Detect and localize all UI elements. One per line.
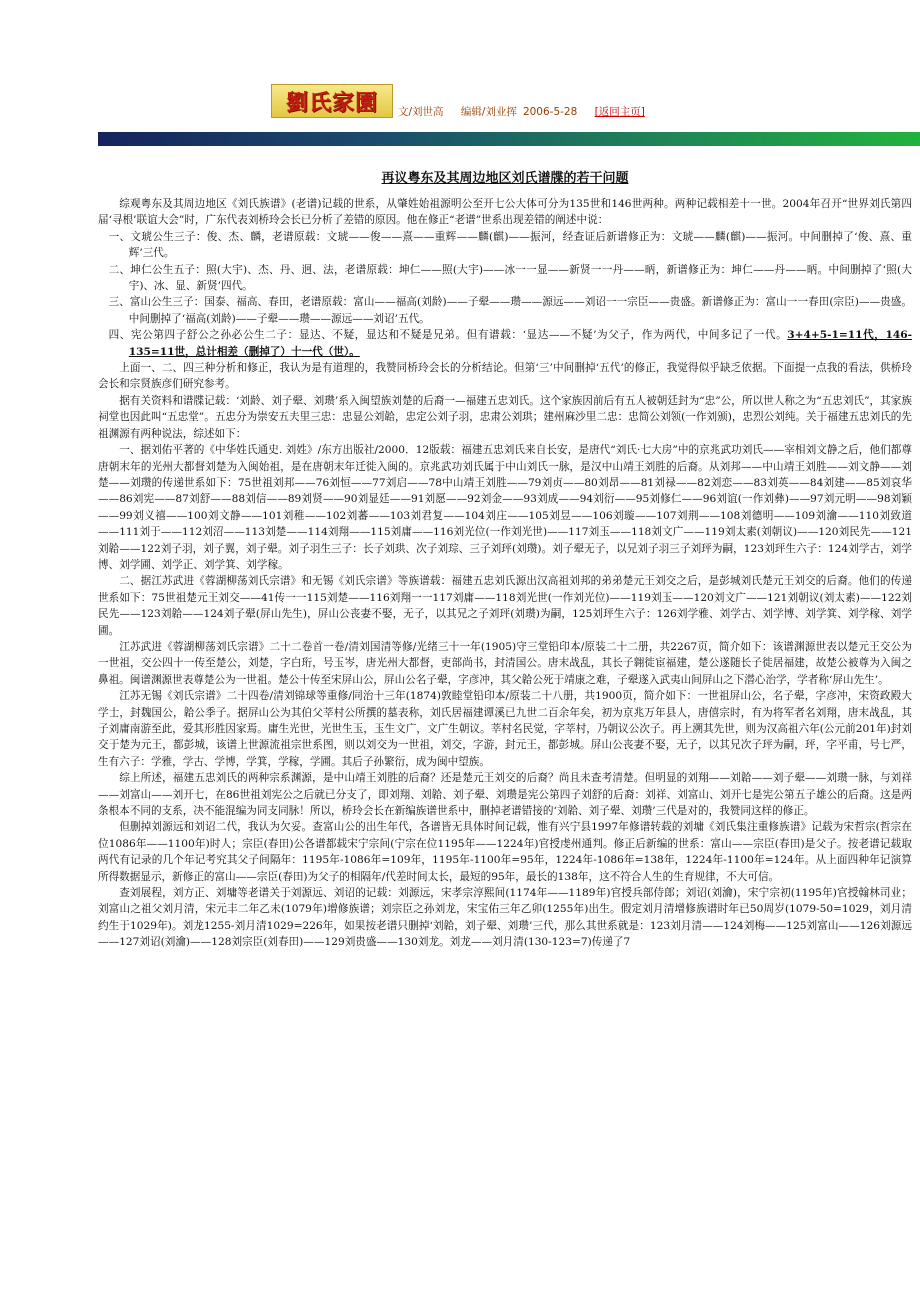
paragraph: 二、据江苏武进《蓉湖柳荡刘氏宗谱》和无锡《刘氏宗谱》等族谱载：福建五忠刘氏源出汉高祖刘邦的弟弟楚元王刘交之后，是彭城刘氏楚元王刘交的后裔。他们的传递世系如下：75世祖楚元王刘交——41传一一115刘楚——116刘翔一一117刘庸——118刘光世(一作刘光位)——119刘玉——120刘文广——121刘朝议(刘太素)——122刘民先——123刘韐——124刘子翚(屏山先生)，屏山公丧妻不娶，无子，以其兄之子刘玶(刘瓒)为嗣，125刘玶生六子：126刘学雅、刘学古、刘学博、刘学箕、刘学稼、刘学圃。 [98, 575, 912, 637]
list-item-text: 四、宪公第四子舒公之孙必公生二子：显达、不疑，显达和不疑是兄弟。但有谱载：‘显达——不疑’为父子，作为两代，中间多记了一代。 [108, 329, 788, 342]
list-item: 一、文琥公生三子：俊、杰、麟，老谱原载：文琥——俊——熹——重辉——麟(麒)——振河，经查证后新谱修正为：文琥——麟(麒)——振河。中间删掉了‘俊、熹、重辉’三代。 [108, 230, 912, 260]
site-logo[interactable]: 劉氏家園 [271, 84, 393, 118]
author-label: 文/刘世高 [398, 106, 444, 118]
paragraph: 据有关资料和谱牒记载：‘刘龄、刘子翚、刘瓒’系入闽望族刘楚的后裔一—福建五忠刘氏。这个家族因前后有五人被朝廷封为“忠”公，所以世人称之为“五忠刘氏”，其家族祠堂也因此叫“五忠堂”。五忠分为崇安五夫里三忠：忠显公刘韐，忠定公刘子羽，忠肃公刘珙；建州麻沙里二忠：忠简公刘领(一作刘颁)，忠烈公刘纯。关于福建五忠刘氏的先祖渊源有两种说法，综述如下： [98, 394, 912, 440]
list-item: 二、坤仁公生五子：照(大宇)、杰、丹、迥、法，老谱原载：坤仁——照(大宇)——冰一一显——新贤一一丹——昞，新谱修正为：坤仁——丹——昞。中间删掉了‘照(大宇)、冰、显、新贤’四代。 [108, 263, 912, 293]
article-body [98, 170, 912, 951]
editor-label: 编辑/刘业挥 [460, 106, 517, 118]
list-item: 三、富山公生三子：国泰、福高、春田，老谱原载：富山——福高(刘龄)——子翚——瓒——源远——刘诏一一宗臣——贵盛。新谱修正为：富山一一春田(宗臣)——贵盛。中间删掉了‘福高(刘龄)——子翚——瓒——源远——刘诏’五代。 [108, 296, 912, 325]
list-item [98, 327, 912, 360]
article-title: 再议粤东及其周边地区刘氏谱牒的若干问题 [381, 171, 629, 186]
date-label: 2006-5-28 [522, 106, 578, 118]
paragraph: 一、据刘佑平著的《中华姓氏通史. 刘姓》/东方出版社/2000．12版载：福建五忠刘氏来自长安，是唐代“刘氏·七大房”中的京兆武功刘氏——宰相刘文静之后，他们都尊唐朝末年的光州大都督刘楚为入闽始祖，是在唐朝末年迁徙入闽的。京兆武功刘氏属于中山刘氏一脉，是汉中山靖王刘胜的后裔。从刘邦——中山靖王刘胜——刘文静——刘楚——刘瓒的传递世系如下：75世祖刘邦——76刘恒——77刘启——78中山靖王刘胜——79刘贞——80刘昂——81刘禄——82刘恋——83刘英——84刘建——85刘哀华——86刘宪——87刘舒——88刘信——89刘贤——90刘显廷——91刘愿——92刘金——93刘成——94刘衍——95刘修仁——96刘谊(一作刘彝)——97刘元明——98刘颖——99刘义禧——100刘文静——101刘稚——102刘蕃——103刘君复——104刘庄——105刘昱——106刘璇——107刘荆——108刘德明——109刘瀹——110刘致道——111刘于——112刘沼——113刘楚——114刘翔——115刘庸——116刘光位(一作刘光世)——117刘玉——118刘文广——119刘太素(刘朝议)——120刘民先——121刘韐——122刘子羽，刘子翼，刘子翚。刘子羽生三子：长子刘珙、次子刘琮、三子刘玶(刘瓒)。刘子翚无子，以兄刘子羽三子刘玶为嗣，123刘玶生六子：124刘学古，刘学博、刘学圃、刘学正、刘学箕、刘学稼。 [98, 444, 912, 571]
editor-date [461, 106, 577, 118]
paragraph: 但删掉刘源远和刘诏二代，我认为欠妥。查富山公的出生年代，各谱皆无具体时间记载，惟有兴宁县1997年修谱转载的刘墉《刘氏集注重修族谱》记载为宋哲宗(哲宗在位1086年——1100年)时人；宗臣(春田)公各谱都载宋宁宗间(宁宗在位1195年——1224年)官授虔州通判。修正后新编的世系：富山——宗臣(春田)是父子。按老谱记载取两代有记录的几个年记考究其父子间隔年：1195年-1086年=109年，1195年-1100年=95年，1224年-1086年=138年，1224年-1100年=124年。从上面四种年记演算所得数据显示，新修正的富山——宗臣(春田)为父子的相隔年/代差时间太长，最短的95年，最长的138年，这不符合人生的生育规律，不大可信。 [98, 821, 912, 883]
paragraph: 综上所述，福建五忠刘氏的两种宗系渊源，是中山靖王刘胜的后裔？还是楚元王刘交的后裔？尚且未查考清楚。但明显的刘翔——刘韐——刘子翚——刘瓒一脉，与刘祥——刘富山——刘开七，在86世祖刘宪公之后就已分支了，即刘翔、刘韐、刘子翚、刘瓒是宪公第四子刘舒的后裔：刘祥、刘富山、刘开七是宪公第五子雄公的后裔。这是两条根本不同的支系，决不能混编为同支同脉！所以，桥玲会长在新编族谱世系中，删掉老谱错接的‘刘韐、刘子翚、刘瓒’三代是对的，我赞同这样的修正。 [98, 772, 912, 818]
paragraph: 江苏武进《蓉湖柳荡刘氏宗谱》二十二卷首一卷/清刘国清等修/光绪三十一年(1905)守三堂铅印本/原装二十二册，共2267页，简介如下：该谱渊源世表以楚元王交公为一世祖，交公四十一传至楚公，刘楚，字白珩，号玉岑，唐光州大都督，吏部尚书，封清国公。唐末战乱，其长子翱徙宦福建，楚公遂随长子徙居福建，故楚公被尊为入闽之鼻祖。闽谱渊源世表尊楚公为一世祖。楚公十传至宋屏山公，屏山公名子翚，字彦冲，其父韐公死于靖康之难，子翚遂入武夷山间屏山之下潜心治学，学者称‘屏山先生’。 [98, 640, 912, 686]
header [0, 82, 920, 122]
paragraph: 上面一、二、四三种分析和修正，我认为是有道理的，我赞同桥玲会长的分析结论。但第‘三’中间删掉‘五代’的修正，我觉得似乎缺乏依据。下面提一点我的看法，供桥玲会长和宗贤族彦们研究参考。 [98, 362, 912, 391]
highlight-summary: 3+4+5-1=11代，146-135=11世，总计相差（删掉了）十一代（世）。 [128, 329, 913, 358]
paragraph: 江苏无锡《刘氏宗谱》二十四卷/清刘锦球等重修/同治十三年(1874)敦睦堂铅印本/原装二十八册，共1900页，简介如下：一世祖屏山公，名子翚，字彦冲，宋资政殿大学士，封魏国公，韐公季子。据屏山公为其伯父莘村公所撰的墓表称，刘氏居福建谭溪已九世二百余年矣，初为京兆万年县人，唐僖宗时，有为将军者名刘翔，唐末战乱，其子刘庸南游至此，爱其形胜因家焉。庸生光世，光世生玉，玉生文广，文广生朝议。莘村名民觉，字莘村，乃朝议公次子。再上溯其先世，则为汉高祖六年(公元前201年)封刘交于楚为元王，都彭城，该谱上世源流祖宗世系图，则以刘交为一世祖，刘交，字游，封元王，都彭城。屏山公丧妻不娶，无子，以其兄次子玶为嗣，玶，字平甫，号七严，生有六子：学雅，学古、学博，学箕，学稼，学圃。其后子孙繁衍，成为闽中望族。 [98, 690, 912, 768]
back-home-link[interactable]: [返回主页] [594, 106, 645, 118]
header-divider-bar [98, 132, 920, 146]
article-meta [398, 104, 645, 119]
paragraph: 查刘展程，刘方正、刘墉等老谱关于刘源远、刘诏的记载：刘源远，宋孝宗淳熙间(1174年——1189年)官授兵部侍郎；刘诏(刘瀹)，宋宁宗初(1195年)官授翰林司业；刘富山之祖父刘月清，宋元丰二年乙未(1079年)增修族谱；刘宗臣之孙刘龙，宋宝佑三年乙卯(1255年)出生。假定刘月清增修族谱时年已50周岁(1079-50=1029，刘月清约生于1029年)。刘龙1255-刘月清1029=226年，如果按老谱只删掉‘刘韐，刘子翚、刘瓒’三代，那么其世系就是：123刘月清——124刘梅——125刘富山——126刘源远——127刘诏(刘瀹)——128刘宗臣(刘春田)——129刘贵盛——130刘龙。刘龙——刘月清(130-123=7)传递了7 [98, 887, 912, 949]
paragraph: 综观粤东及其周边地区《刘氏族谱》(老谱)记载的世系，从肇姓始祖源明公至开七公大体可分为135世和146世两种。两种记载相差十一世。2004年召开“世界刘氏第四届‘寻根’联谊大会”时，广东代表刘桥玲会长已分析了差错的原因。他在修正“老谱”世系出现差错的阐述中说： [98, 198, 912, 227]
